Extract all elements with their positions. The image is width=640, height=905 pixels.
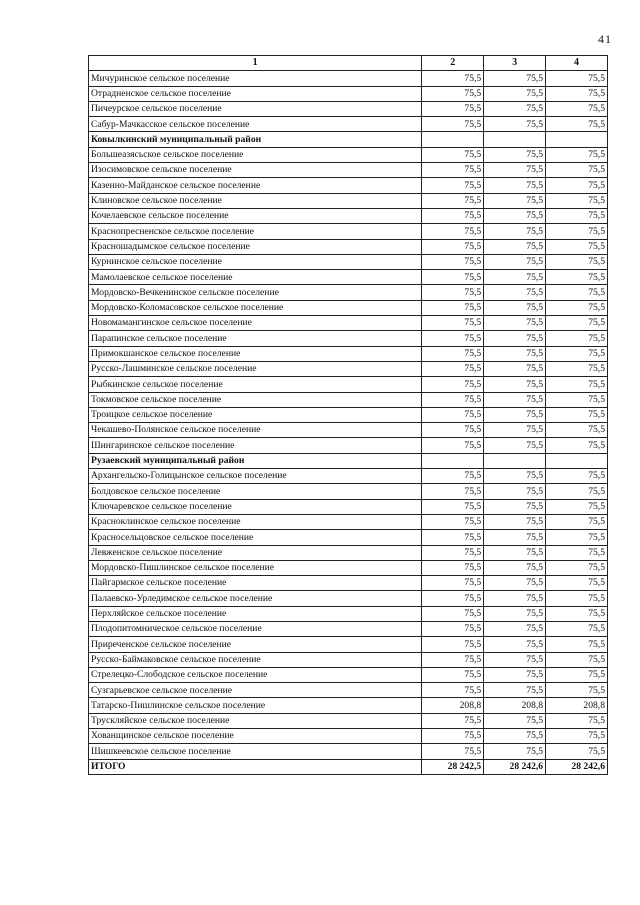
cell-value-col3: 28 242,6: [484, 759, 546, 774]
cell-settlement-name: Красношадымское сельское поселение: [89, 239, 422, 254]
cell-value-col2: 75,5: [422, 101, 484, 116]
cell-value-col4: 75,5: [546, 621, 608, 636]
table-row: [89, 621, 608, 636]
table-row: [89, 361, 608, 376]
district-header-row: [89, 132, 608, 147]
cell-value-col4: 75,5: [546, 606, 608, 621]
table-row: [89, 163, 608, 178]
cell-value-col4: 75,5: [546, 484, 608, 499]
cell-value-col2: 75,5: [422, 392, 484, 407]
cell-value-col4: 75,5: [546, 545, 608, 560]
cell-value-col2: 75,5: [422, 147, 484, 162]
cell-settlement-name: Русско-Лашминское сельское поселение: [89, 361, 422, 376]
cell-value-col3: 75,5: [484, 331, 546, 346]
cell-value-col3: 75,5: [484, 530, 546, 545]
cell-value-col3: 75,5: [484, 361, 546, 376]
table-row: [89, 576, 608, 591]
cell-settlement-name: Мордовско-Коломасовское сельское поселение: [89, 300, 422, 315]
cell-settlement-name: Татарско-Пишлинское сельское поселение: [89, 698, 422, 713]
cell-value-col4: 75,5: [546, 239, 608, 254]
table-row: [89, 254, 608, 269]
cell-value-col3: 75,5: [484, 254, 546, 269]
cell-value-col2: 75,5: [422, 316, 484, 331]
cell-settlement-name: Палаевско-Урледимское сельское поселение: [89, 591, 422, 606]
table-row: [89, 484, 608, 499]
table-row: [89, 346, 608, 361]
cell-value-col2: 75,5: [422, 683, 484, 698]
cell-value-col3: 75,5: [484, 499, 546, 514]
cell-settlement-name: Ковылкинский муниципальный район: [89, 132, 422, 147]
cell-value-col2: 75,5: [422, 637, 484, 652]
cell-value-col2: 75,5: [422, 423, 484, 438]
cell-value-col3: 75,5: [484, 224, 546, 239]
cell-settlement-name: Большеазясьское сельское поселение: [89, 147, 422, 162]
table-row: [89, 667, 608, 682]
cell-settlement-name: Красноклинское сельское поселение: [89, 514, 422, 529]
cell-settlement-name: Казенно-Майданское сельское поселение: [89, 178, 422, 193]
cell-settlement-name: Троицкое сельское поселение: [89, 407, 422, 422]
cell-value-col2: 75,5: [422, 163, 484, 178]
cell-settlement-name: Клиновское сельское поселение: [89, 193, 422, 208]
cell-value-col2: 75,5: [422, 591, 484, 606]
table-row: [89, 193, 608, 208]
cell-value-col4: 75,5: [546, 407, 608, 422]
cell-value-col4: 75,5: [546, 270, 608, 285]
cell-value-col2: 75,5: [422, 469, 484, 484]
cell-settlement-name: Новомамангинское сельское поселение: [89, 316, 422, 331]
cell-value-col2: 75,5: [422, 208, 484, 223]
cell-value-col2: 75,5: [422, 377, 484, 392]
cell-settlement-name: Шишкеевское сельское поселение: [89, 744, 422, 759]
cell-settlement-name: Левженское сельское поселение: [89, 545, 422, 560]
cell-value-col3: 75,5: [484, 407, 546, 422]
cell-value-col4: 75,5: [546, 361, 608, 376]
cell-value-col3: 75,5: [484, 667, 546, 682]
cell-value-col3: 75,5: [484, 117, 546, 132]
cell-settlement-name: Пайгармское сельское поселение: [89, 576, 422, 591]
cell-value-col2: 75,5: [422, 438, 484, 453]
table-row: [89, 514, 608, 529]
cell-value-col4: 75,5: [546, 560, 608, 575]
cell-value-col3: 75,5: [484, 300, 546, 315]
cell-value-col2: 75,5: [422, 484, 484, 499]
cell-value-col4: 75,5: [546, 469, 608, 484]
cell-value-col2: 75,5: [422, 285, 484, 300]
cell-value-col4: 75,5: [546, 514, 608, 529]
cell-value-col4: 75,5: [546, 392, 608, 407]
table-row: [89, 147, 608, 162]
cell-value-col2: 75,5: [422, 713, 484, 728]
cell-settlement-name: Мордовско-Пишлинское сельское поселение: [89, 560, 422, 575]
cell-settlement-name: Курнинское сельское поселение: [89, 254, 422, 269]
cell-value-col2: 75,5: [422, 499, 484, 514]
district-header-row: [89, 453, 608, 468]
table-row: [89, 744, 608, 759]
table-row: [89, 698, 608, 713]
table-row: [89, 377, 608, 392]
cell-value-col2: [422, 132, 484, 147]
table-row: [89, 713, 608, 728]
cell-settlement-name: Токмовское сельское поселение: [89, 392, 422, 407]
cell-value-col3: 75,5: [484, 377, 546, 392]
cell-settlement-name: Мордовско-Вечкенинское сельское поселение: [89, 285, 422, 300]
cell-value-col2: 75,5: [422, 254, 484, 269]
cell-value-col2: 75,5: [422, 514, 484, 529]
table-row: [89, 530, 608, 545]
cell-value-col4: 75,5: [546, 101, 608, 116]
cell-value-col2: 75,5: [422, 560, 484, 575]
cell-value-col3: 75,5: [484, 392, 546, 407]
cell-value-col2: 75,5: [422, 407, 484, 422]
cell-settlement-name: Изосимовское сельское поселение: [89, 163, 422, 178]
cell-value-col4: 75,5: [546, 713, 608, 728]
cell-value-col4: 75,5: [546, 147, 608, 162]
cell-value-col4: 75,5: [546, 163, 608, 178]
total-row: [89, 759, 608, 774]
cell-settlement-name: Пичеурское сельское поселение: [89, 101, 422, 116]
cell-value-col4: 28 242,6: [546, 759, 608, 774]
cell-value-col4: [546, 132, 608, 147]
cell-value-col2: 75,5: [422, 71, 484, 86]
cell-value-col2: 75,5: [422, 545, 484, 560]
cell-value-col2: 75,5: [422, 361, 484, 376]
cell-value-col4: 75,5: [546, 729, 608, 744]
table-row: [89, 423, 608, 438]
cell-value-col3: 75,5: [484, 683, 546, 698]
cell-value-col4: 75,5: [546, 377, 608, 392]
table-row: [89, 270, 608, 285]
table-row: [89, 300, 608, 315]
cell-value-col4: 75,5: [546, 208, 608, 223]
cell-value-col3: 75,5: [484, 316, 546, 331]
cell-value-col4: 75,5: [546, 71, 608, 86]
cell-value-col2: [422, 453, 484, 468]
cell-value-col3: 75,5: [484, 285, 546, 300]
table-row: [89, 224, 608, 239]
cell-value-col3: 75,5: [484, 101, 546, 116]
cell-settlement-name: Болдовское сельское поселение: [89, 484, 422, 499]
cell-value-col2: 208,8: [422, 698, 484, 713]
cell-value-col2: 75,5: [422, 744, 484, 759]
table-header-row: [89, 56, 608, 71]
table-row: [89, 208, 608, 223]
cell-value-col4: 75,5: [546, 331, 608, 346]
table-row: [89, 469, 608, 484]
column-header-3: 3: [484, 56, 546, 71]
cell-settlement-name: Рыбкинское сельское поселение: [89, 377, 422, 392]
table-row: [89, 637, 608, 652]
cell-settlement-name: Краснопресненское сельское поселение: [89, 224, 422, 239]
cell-settlement-name: Перхляйское сельское поселение: [89, 606, 422, 621]
cell-value-col3: 75,5: [484, 729, 546, 744]
cell-value-col3: 75,5: [484, 621, 546, 636]
cell-value-col4: 75,5: [546, 254, 608, 269]
table-row: [89, 239, 608, 254]
cell-value-col2: 75,5: [422, 331, 484, 346]
cell-value-col3: 75,5: [484, 545, 546, 560]
table-row: [89, 683, 608, 698]
cell-value-col3: 75,5: [484, 239, 546, 254]
cell-value-col3: 75,5: [484, 744, 546, 759]
cell-value-col3: 75,5: [484, 576, 546, 591]
cell-value-col4: 75,5: [546, 637, 608, 652]
cell-settlement-name: Стрелецко-Слободское сельское поселение: [89, 667, 422, 682]
column-header-4: 4: [546, 56, 608, 71]
table-row: [89, 407, 608, 422]
cell-value-col3: 75,5: [484, 484, 546, 499]
cell-value-col2: 75,5: [422, 117, 484, 132]
cell-value-col4: 75,5: [546, 667, 608, 682]
cell-value-col3: 75,5: [484, 469, 546, 484]
table-row: [89, 729, 608, 744]
cell-value-col3: 75,5: [484, 560, 546, 575]
cell-value-col3: 75,5: [484, 652, 546, 667]
table-row: [89, 331, 608, 346]
cell-value-col4: 75,5: [546, 423, 608, 438]
cell-value-col2: 75,5: [422, 667, 484, 682]
cell-value-col3: 75,5: [484, 270, 546, 285]
cell-settlement-name: Приреченское сельское поселение: [89, 637, 422, 652]
cell-value-col2: 75,5: [422, 239, 484, 254]
cell-settlement-name: Кочелаевское сельское поселение: [89, 208, 422, 223]
cell-settlement-name: Хованщинское сельское поселение: [89, 729, 422, 744]
cell-value-col3: 75,5: [484, 713, 546, 728]
cell-value-col3: 75,5: [484, 591, 546, 606]
table-row: [89, 591, 608, 606]
cell-settlement-name: Чекашево-Полянское сельское поселение: [89, 423, 422, 438]
cell-value-col2: 75,5: [422, 178, 484, 193]
cell-value-col2: 75,5: [422, 606, 484, 621]
cell-settlement-name: Архангельско-Голицынское сельское поселение: [89, 469, 422, 484]
cell-settlement-name: Красносельцовское сельское поселение: [89, 530, 422, 545]
cell-value-col2: 75,5: [422, 652, 484, 667]
cell-settlement-name: Сузгарьевское сельское поселение: [89, 683, 422, 698]
cell-settlement-name: Шингаринское сельское поселение: [89, 438, 422, 453]
cell-value-col4: 75,5: [546, 178, 608, 193]
cell-value-col3: 75,5: [484, 147, 546, 162]
cell-value-col4: 75,5: [546, 285, 608, 300]
table-row: [89, 392, 608, 407]
cell-value-col4: 75,5: [546, 576, 608, 591]
table-row: [89, 652, 608, 667]
table-row: [89, 438, 608, 453]
table-row: [89, 316, 608, 331]
cell-value-col2: 75,5: [422, 346, 484, 361]
cell-value-col3: 75,5: [484, 606, 546, 621]
table-row: [89, 499, 608, 514]
cell-value-col4: 75,5: [546, 438, 608, 453]
cell-value-col3: 75,5: [484, 346, 546, 361]
budget-table: [88, 55, 608, 775]
table-row: [89, 101, 608, 116]
cell-value-col3: [484, 132, 546, 147]
cell-value-col3: 75,5: [484, 423, 546, 438]
cell-value-col3: [484, 453, 546, 468]
table-body: [89, 71, 608, 775]
cell-settlement-name: Мамолаевское сельское поселение: [89, 270, 422, 285]
table-row: [89, 606, 608, 621]
cell-value-col4: 75,5: [546, 591, 608, 606]
cell-value-col3: 75,5: [484, 637, 546, 652]
cell-value-col2: 75,5: [422, 530, 484, 545]
cell-value-col2: 75,5: [422, 270, 484, 285]
cell-settlement-name: Плодопитомническое сельское поселение: [89, 621, 422, 636]
cell-value-col2: 75,5: [422, 86, 484, 101]
cell-value-col2: 75,5: [422, 729, 484, 744]
cell-value-col4: 75,5: [546, 86, 608, 101]
cell-settlement-name: Отрадненское сельское поселение: [89, 86, 422, 101]
table-row: [89, 285, 608, 300]
cell-value-col2: 28 242,5: [422, 759, 484, 774]
table-row: [89, 545, 608, 560]
table-row: [89, 117, 608, 132]
cell-settlement-name: Русско-Баймаковское сельское поселение: [89, 652, 422, 667]
cell-value-col4: 75,5: [546, 530, 608, 545]
cell-value-col2: 75,5: [422, 224, 484, 239]
cell-value-col4: 75,5: [546, 224, 608, 239]
cell-settlement-name: Парапинское сельское поселение: [89, 331, 422, 346]
cell-value-col4: 75,5: [546, 117, 608, 132]
cell-settlement-name: Рузаевский муниципальный район: [89, 453, 422, 468]
cell-value-col3: 75,5: [484, 71, 546, 86]
cell-value-col4: 75,5: [546, 346, 608, 361]
cell-value-col4: 75,5: [546, 316, 608, 331]
table-row: [89, 560, 608, 575]
cell-value-col4: 75,5: [546, 193, 608, 208]
cell-value-col2: 75,5: [422, 621, 484, 636]
cell-value-col4: 75,5: [546, 499, 608, 514]
cell-value-col2: 75,5: [422, 300, 484, 315]
cell-value-col2: 75,5: [422, 576, 484, 591]
cell-value-col3: 208,8: [484, 698, 546, 713]
cell-settlement-name: ИТОГО: [89, 759, 422, 774]
cell-value-col3: 75,5: [484, 438, 546, 453]
cell-value-col3: 75,5: [484, 178, 546, 193]
cell-value-col4: [546, 453, 608, 468]
table-row: [89, 178, 608, 193]
cell-value-col3: 75,5: [484, 208, 546, 223]
column-header-1: 1: [89, 56, 422, 71]
cell-value-col3: 75,5: [484, 193, 546, 208]
cell-value-col4: 75,5: [546, 300, 608, 315]
cell-value-col4: 75,5: [546, 744, 608, 759]
cell-settlement-name: Мичуринское сельское поселение: [89, 71, 422, 86]
cell-value-col2: 75,5: [422, 193, 484, 208]
cell-value-col3: 75,5: [484, 514, 546, 529]
cell-value-col3: 75,5: [484, 86, 546, 101]
page-number: 41: [598, 32, 612, 46]
column-header-2: 2: [422, 56, 484, 71]
cell-settlement-name: Примокшанское сельское поселение: [89, 346, 422, 361]
cell-settlement-name: Сабур-Мачкасское сельское поселение: [89, 117, 422, 132]
cell-value-col4: 208,8: [546, 698, 608, 713]
cell-settlement-name: Ключаревское сельское поселение: [89, 499, 422, 514]
table-row: [89, 86, 608, 101]
cell-settlement-name: Трускляйское сельское поселение: [89, 713, 422, 728]
table-row: [89, 71, 608, 86]
cell-value-col4: 75,5: [546, 683, 608, 698]
cell-value-col4: 75,5: [546, 652, 608, 667]
cell-value-col3: 75,5: [484, 163, 546, 178]
